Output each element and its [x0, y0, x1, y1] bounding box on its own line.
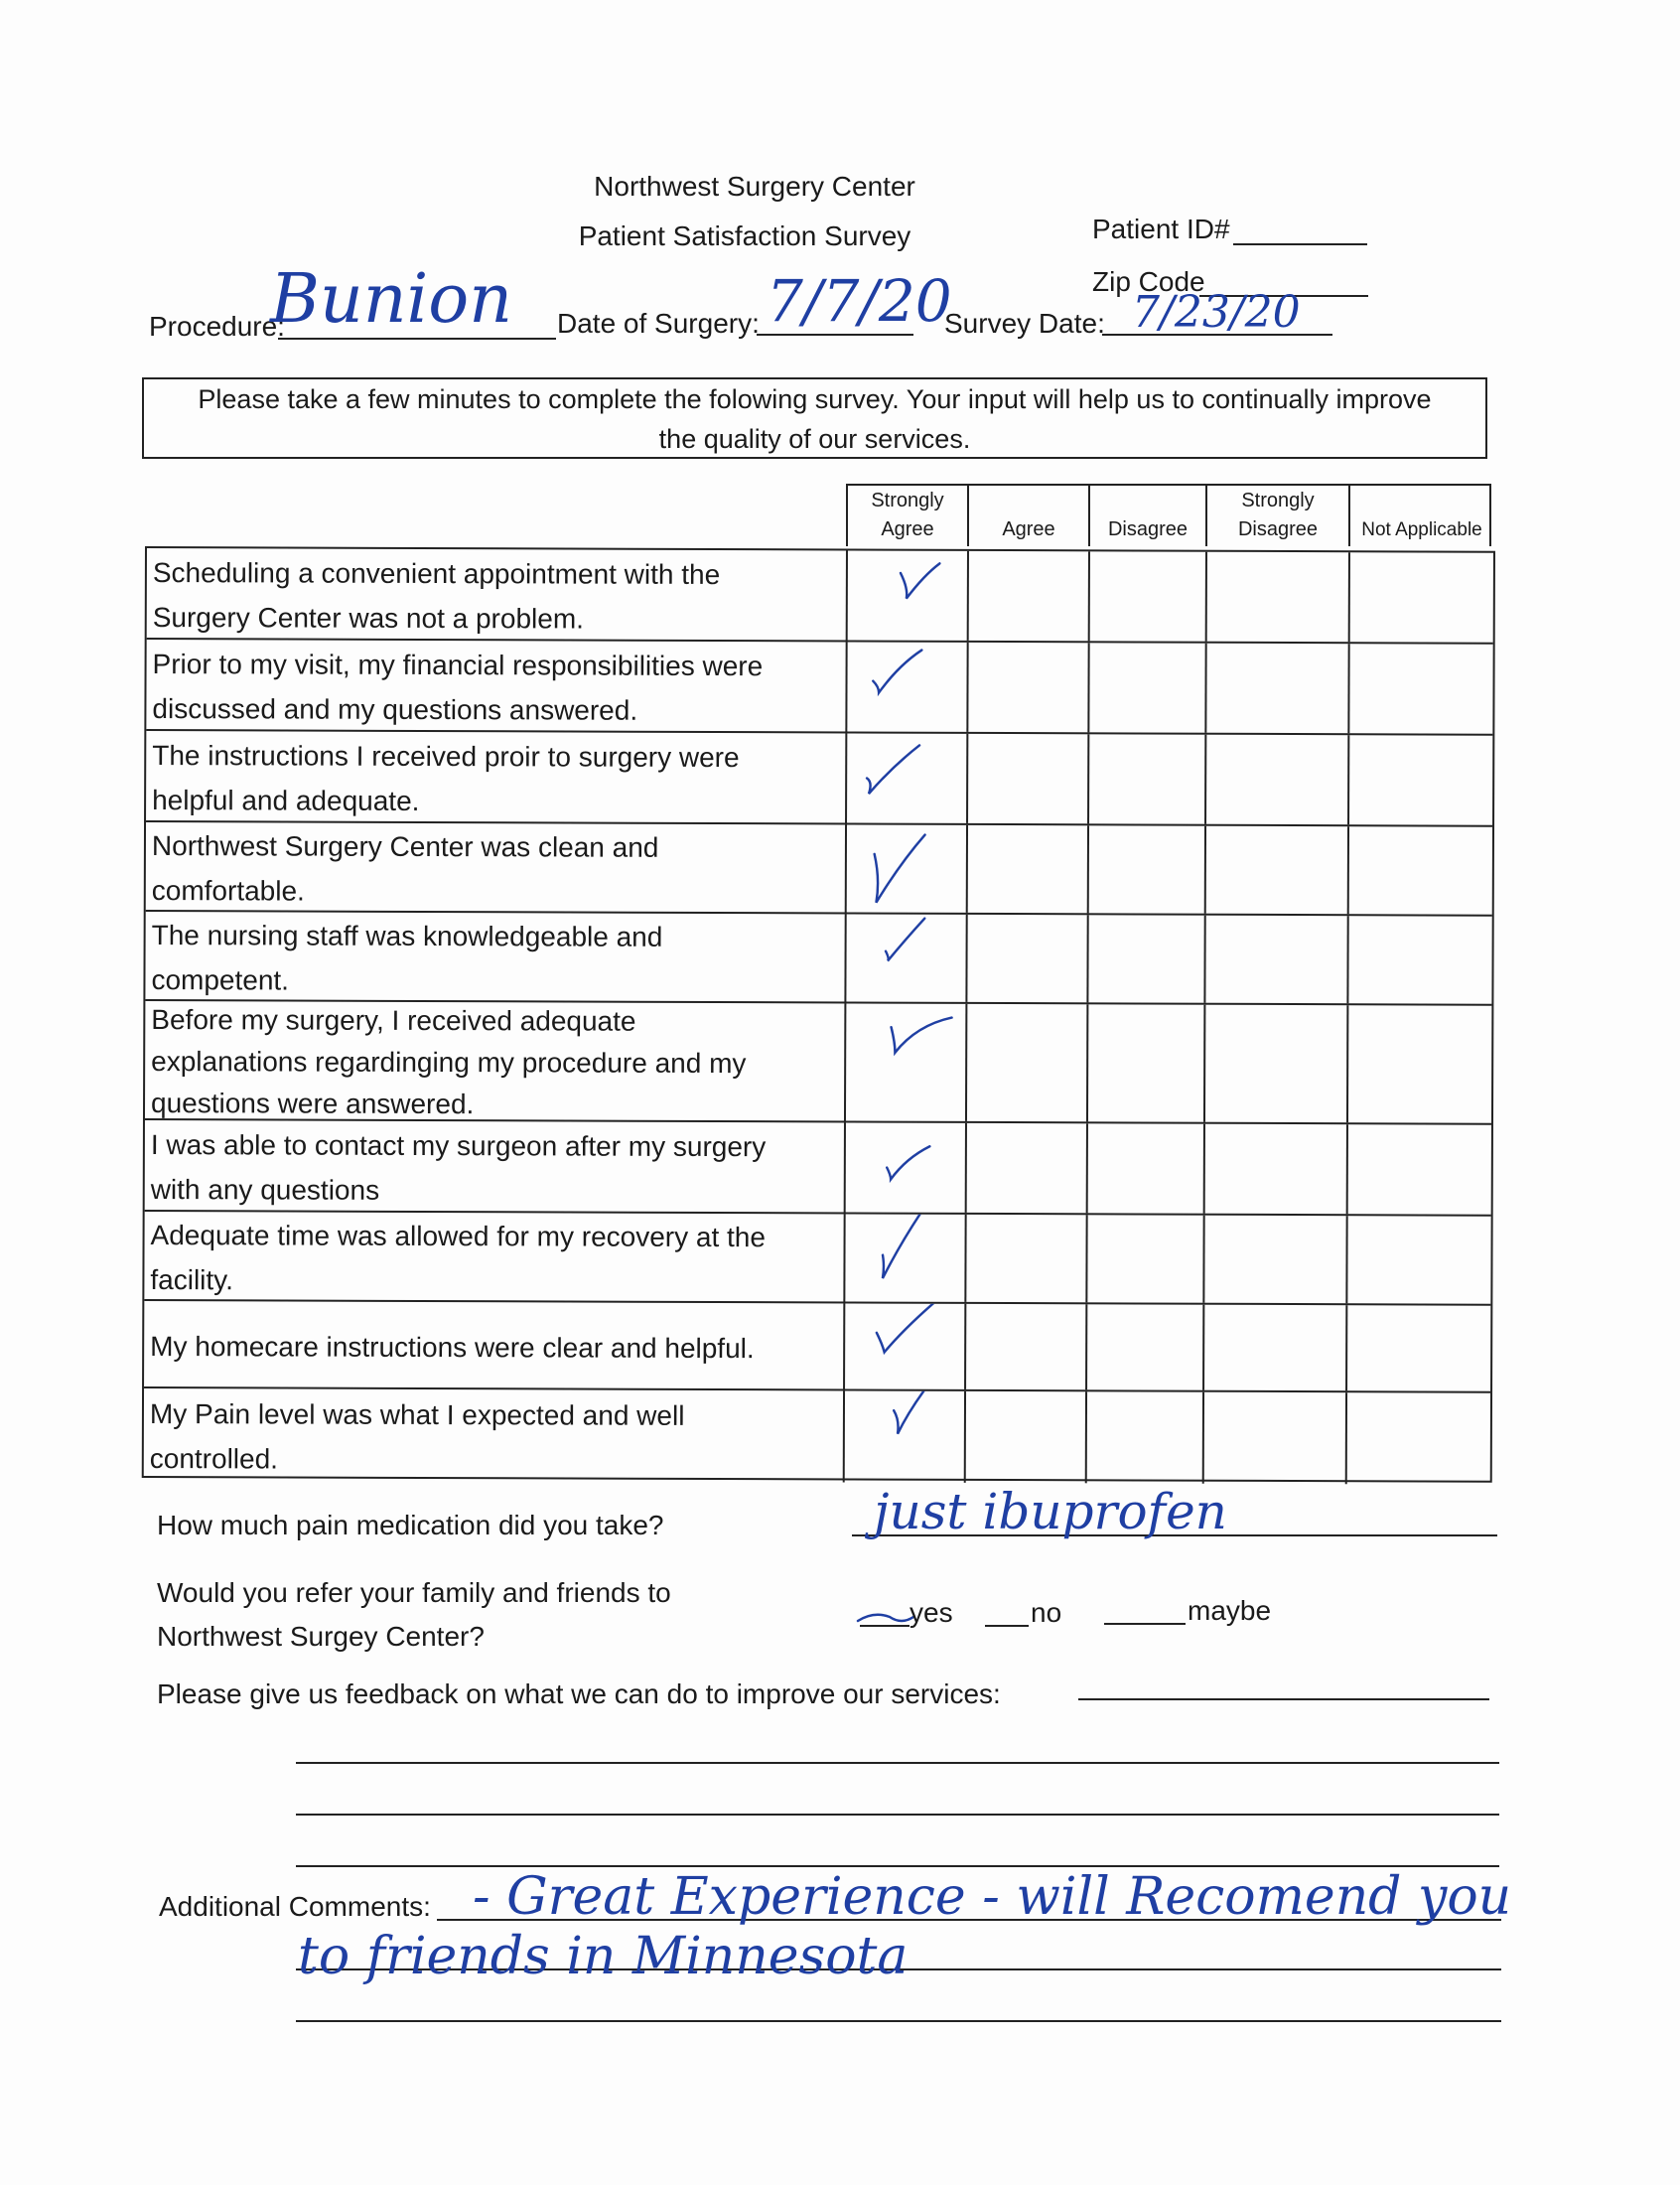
- feedback-question: Please give us feedback on what we can do to improve our services:: [157, 1678, 1001, 1709]
- answer-disagree[interactable]: [1088, 1004, 1205, 1121]
- survey-date-label: Survey Date:: [944, 308, 1105, 339]
- answer-not-applicable[interactable]: [1348, 1124, 1491, 1215]
- answer-disagree[interactable]: [1087, 1304, 1204, 1389]
- check-mark-icon: [845, 1214, 964, 1301]
- answer-strongly-agree[interactable]: [848, 550, 969, 640]
- additional-comments-label: Additional Comments:: [159, 1891, 431, 1922]
- answer-disagree[interactable]: [1089, 734, 1206, 823]
- check-mark-icon: [847, 642, 966, 731]
- column-header-row: [846, 484, 1491, 546]
- question-line: Prior to my visit, my financial responsibilities were: [152, 649, 764, 682]
- answer-strongly-agree[interactable]: [846, 1003, 967, 1120]
- answer-agree[interactable]: [969, 551, 1090, 641]
- table-row: [146, 638, 1492, 734]
- check-mark-icon: [848, 550, 967, 640]
- answer-not-applicable[interactable]: [1347, 1216, 1490, 1304]
- feedback-line[interactable]: [296, 1814, 1499, 1816]
- answer-disagree[interactable]: [1088, 1123, 1205, 1213]
- answer-agree[interactable]: [968, 643, 1089, 732]
- table-row: [145, 999, 1491, 1123]
- patient-id-field[interactable]: [1233, 243, 1367, 245]
- question-cell: [144, 1212, 845, 1301]
- question-cell: [146, 640, 847, 731]
- check-mark-icon: [845, 1390, 964, 1482]
- refer-option-yes[interactable]: yes: [910, 1597, 953, 1628]
- answer-disagree[interactable]: [1089, 643, 1206, 732]
- table-row: [144, 1299, 1490, 1391]
- question-line: Northwest Surgery Center was clean and: [151, 830, 659, 863]
- answer-agree[interactable]: [966, 1391, 1087, 1483]
- question-line: comfortable.: [151, 875, 305, 907]
- question-cell: [144, 1388, 845, 1482]
- answer-agree[interactable]: [967, 1123, 1088, 1213]
- question-line: competent.: [151, 964, 290, 996]
- surgery-date-value: 7/7/20: [767, 267, 952, 335]
- instructions-line-1: Please take a few minutes to complete the folowing survey. Your input will help us to continually improve: [198, 384, 1432, 414]
- question-line: I was able to contact my surgeon after my surgery: [150, 1129, 767, 1163]
- check-mark-icon: [847, 733, 966, 822]
- question-line: My homecare instructions were clear and helpful.: [150, 1330, 755, 1364]
- check-mark-icon: [845, 1303, 964, 1388]
- pain-medication-answer: just ibuprofen: [874, 1483, 1227, 1540]
- question-cell: [146, 731, 847, 822]
- answer-not-applicable[interactable]: [1347, 1392, 1490, 1485]
- table-row: [145, 1118, 1491, 1215]
- answer-disagree[interactable]: [1088, 915, 1205, 1002]
- table-row: [145, 910, 1491, 1004]
- answer-strongly-agree[interactable]: [846, 1122, 967, 1212]
- pain-medication-question: How much pain medication did you take?: [157, 1510, 664, 1540]
- answer-agree[interactable]: [967, 915, 1088, 1002]
- refer-no-blank[interactable]: [985, 1625, 1029, 1627]
- answer-strongly-disagree[interactable]: [1206, 826, 1349, 915]
- answer-disagree[interactable]: [1089, 825, 1206, 913]
- question-line: facility.: [150, 1264, 233, 1296]
- surgery-date-label: Date of Surgery:: [557, 308, 760, 339]
- answer-disagree[interactable]: [1087, 1215, 1204, 1302]
- feedback-line[interactable]: [296, 1762, 1499, 1764]
- question-cell: [147, 548, 848, 640]
- column-header-strongly-agree: [848, 486, 969, 546]
- answer-disagree[interactable]: [1087, 1391, 1204, 1483]
- procedure-value: Bunion: [270, 260, 513, 339]
- refer-question-line-2: Northwest Surgey Center?: [157, 1621, 485, 1652]
- check-mark-icon: [847, 824, 966, 912]
- answer-strongly-disagree[interactable]: [1206, 644, 1349, 734]
- org-name: Northwest Surgery Center: [594, 171, 915, 202]
- answer-strongly-agree[interactable]: [845, 1214, 966, 1301]
- question-line: discussed and my questions answered.: [152, 693, 638, 726]
- table-row: [146, 820, 1492, 915]
- answer-strongly-agree[interactable]: [845, 1303, 966, 1388]
- answer-not-applicable[interactable]: [1348, 916, 1491, 1004]
- column-header-line: Strongly: [871, 490, 944, 511]
- question-line: Before my surgery, I received adequate: [151, 1004, 636, 1037]
- column-header-disagree: [1090, 486, 1207, 546]
- answer-strongly-agree[interactable]: [847, 824, 968, 912]
- comments-line[interactable]: [296, 2020, 1501, 2022]
- answer-strongly-disagree[interactable]: [1207, 552, 1350, 643]
- column-header-strongly-disagree: [1207, 486, 1350, 546]
- column-header-line: Strongly: [1241, 490, 1315, 511]
- column-header-line: Disagree: [1237, 518, 1319, 540]
- survey-title: Patient Satisfaction Survey: [578, 220, 911, 251]
- answer-agree[interactable]: [968, 825, 1089, 913]
- answer-strongly-disagree[interactable]: [1204, 1305, 1347, 1391]
- question-line: helpful and adequate.: [152, 785, 420, 816]
- check-mark-icon: [846, 914, 965, 1001]
- question-cell: [146, 822, 847, 912]
- answer-agree[interactable]: [967, 1004, 1088, 1121]
- instructions-line-2: the quality of our services.: [658, 424, 971, 454]
- question-cell: [145, 912, 846, 1001]
- answer-not-applicable[interactable]: [1347, 1305, 1490, 1391]
- question-line: The nursing staff was knowledgeable and: [151, 920, 663, 952]
- refer-option-maybe[interactable]: maybe: [1188, 1595, 1272, 1626]
- question-line: questions were answered.: [150, 1088, 475, 1120]
- question-line: controlled.: [149, 1443, 279, 1475]
- survey-table: [142, 546, 1495, 1483]
- column-header-line: Not Applicable: [1361, 519, 1482, 540]
- answer-strongly-disagree[interactable]: [1206, 735, 1349, 825]
- refer-question-line-1: Would you refer your family and friends to: [157, 1577, 671, 1608]
- answer-not-applicable[interactable]: [1349, 826, 1492, 915]
- question-line: My Pain level was what I expected and well: [149, 1398, 685, 1431]
- column-header-line: Disagree: [1107, 518, 1189, 540]
- table-row: [147, 548, 1493, 643]
- answer-disagree[interactable]: [1090, 551, 1207, 641]
- instructions-box: [142, 377, 1487, 459]
- column-header-agree: [969, 486, 1090, 546]
- check-mark-icon: [846, 1122, 965, 1212]
- answer-strongly-disagree[interactable]: [1204, 1392, 1347, 1485]
- procedure-label: Procedure:: [149, 311, 285, 342]
- answer-strongly-agree[interactable]: [847, 733, 968, 822]
- feedback-field[interactable]: [1078, 1698, 1489, 1700]
- check-mark-icon: [846, 1003, 965, 1120]
- table-row: [146, 729, 1492, 825]
- table-row: [144, 1210, 1490, 1304]
- answer-strongly-agree[interactable]: [846, 914, 967, 1001]
- column-header-line: Agree: [1002, 518, 1055, 540]
- patient-id-label: Patient ID#: [1092, 214, 1230, 244]
- survey-date-value: 7/23/20: [1132, 287, 1301, 338]
- answer-agree[interactable]: [968, 734, 1089, 823]
- comments-answer-line-1: - Great Experience - will Recomend you: [473, 1867, 1512, 1927]
- refer-option-no[interactable]: no: [1031, 1597, 1062, 1628]
- refer-maybe-blank[interactable]: [1104, 1623, 1186, 1625]
- answer-strongly-agree[interactable]: [845, 1390, 966, 1482]
- answer-strongly-disagree[interactable]: [1204, 1216, 1347, 1304]
- question-line: explanations regardinging my procedure and my: [151, 1046, 747, 1080]
- zip-label: Zip Code: [1092, 266, 1205, 297]
- answer-agree[interactable]: [966, 1215, 1087, 1302]
- answer-not-applicable[interactable]: [1349, 735, 1492, 825]
- answer-not-applicable[interactable]: [1349, 644, 1492, 734]
- table-row: [144, 1386, 1490, 1485]
- answer-strongly-disagree[interactable]: [1205, 1124, 1348, 1215]
- answer-not-applicable[interactable]: [1348, 1005, 1491, 1123]
- comments-answer-line-2: to friends in Minnesota: [298, 1927, 909, 1986]
- question-line: Adequate time was allowed for my recovery at the: [150, 1220, 767, 1253]
- answer-strongly-disagree[interactable]: [1205, 916, 1348, 1004]
- question-cell: [144, 1301, 845, 1388]
- question-line: Surgery Center was not a problem.: [152, 602, 585, 635]
- answer-strongly-disagree[interactable]: [1205, 1005, 1348, 1123]
- question-cell: [145, 1120, 846, 1212]
- answer-agree[interactable]: [966, 1304, 1087, 1389]
- question-cell: [145, 1001, 846, 1120]
- column-header-line: Agree: [881, 518, 934, 540]
- column-header-not-applicable: [1350, 486, 1493, 546]
- question-line: with any questions: [150, 1174, 380, 1206]
- question-line: The instructions I received proir to surgery were: [152, 740, 740, 774]
- answer-not-applicable[interactable]: [1350, 552, 1493, 643]
- answer-strongly-agree[interactable]: [847, 642, 968, 731]
- question-line: Scheduling a convenient appointment with the: [152, 557, 721, 591]
